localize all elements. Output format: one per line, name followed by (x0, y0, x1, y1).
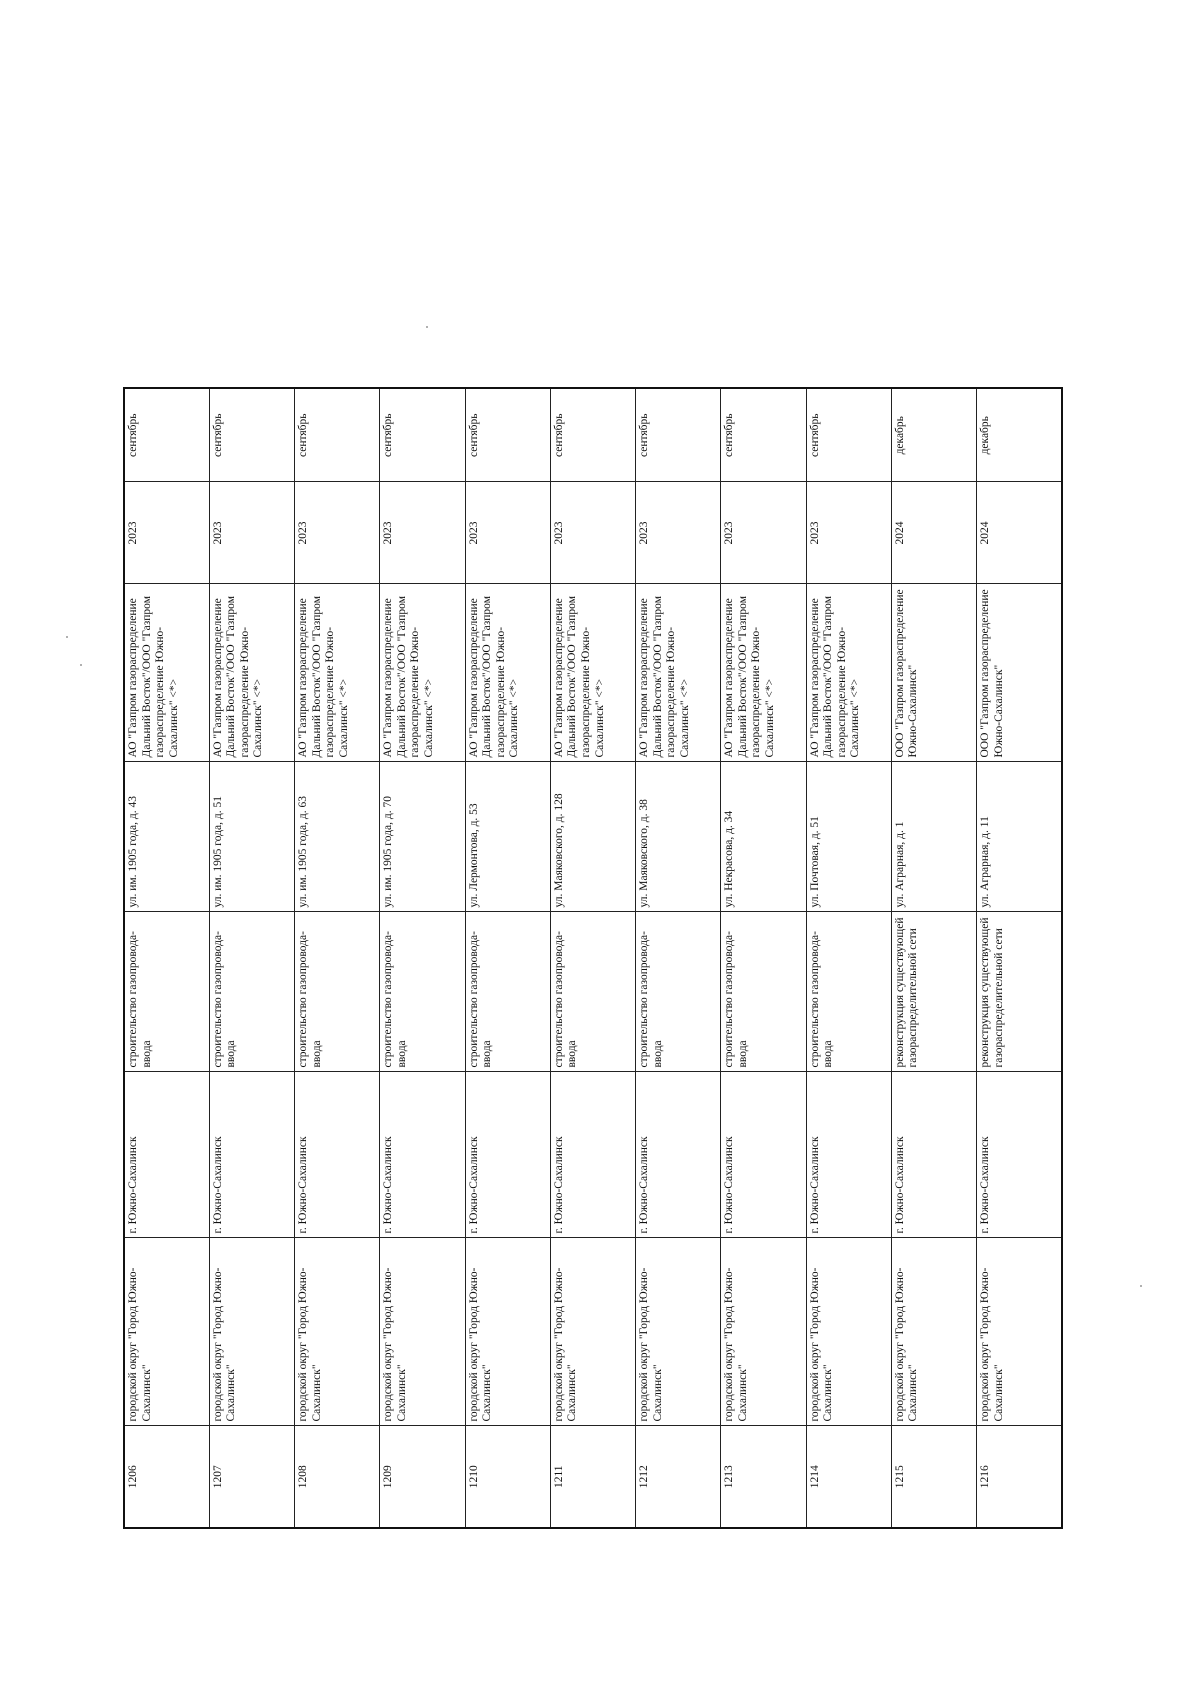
city-cell: г. Южно-Сахалинск (636, 1072, 721, 1238)
work-type-cell: реконструкция существующей газораспределительной сети (977, 912, 1062, 1072)
row-number-cell: 1206 (124, 1426, 209, 1528)
month-cell: сентябрь (550, 388, 635, 482)
table-body (124, 388, 1062, 1528)
month-cell: сентябрь (465, 388, 550, 482)
table-row (636, 388, 721, 1528)
work-type-cell: строительство газопровода-ввода (550, 912, 635, 1072)
city-cell: г. Южно-Сахалинск (977, 1072, 1062, 1238)
city-cell: г. Южно-Сахалинск (465, 1072, 550, 1238)
row-number-cell: 1208 (295, 1426, 380, 1528)
year-cell: 2023 (636, 482, 721, 584)
year-cell: 2023 (124, 482, 209, 584)
table-row (550, 388, 635, 1528)
table-row (806, 388, 891, 1528)
work-type-cell: строительство газопровода-ввода (636, 912, 721, 1072)
address-cell: ул. Аграрная, д. 11 (977, 762, 1062, 912)
district-cell: городской округ "Город Южно-Сахалинск" (806, 1238, 891, 1426)
month-cell: декабрь (977, 388, 1062, 482)
row-number-cell: 1215 (891, 1426, 976, 1528)
month-cell: сентябрь (209, 388, 294, 482)
row-number-cell: 1213 (721, 1426, 806, 1528)
work-type-cell: строительство газопровода-ввода (380, 912, 465, 1072)
city-cell: г. Южно-Сахалинск (550, 1072, 635, 1238)
address-cell: ул. им. 1905 года, д. 70 (380, 762, 465, 912)
speck (1140, 1285, 1142, 1287)
month-cell: сентябрь (721, 388, 806, 482)
month-cell: сентябрь (636, 388, 721, 482)
district-cell: городской округ "Город Южно-Сахалинск" (977, 1238, 1062, 1426)
district-cell: городской округ "Город Южно-Сахалинск" (721, 1238, 806, 1426)
city-cell: г. Южно-Сахалинск (124, 1072, 209, 1238)
city-cell: г. Южно-Сахалинск (806, 1072, 891, 1238)
speck (66, 636, 68, 638)
district-cell: городской округ "Город Южно-Сахалинск" (636, 1238, 721, 1426)
district-cell: городской округ "Город Южно-Сахалинск" (209, 1238, 294, 1426)
address-cell: ул. Некрасова, д. 34 (721, 762, 806, 912)
work-type-cell: строительство газопровода-ввода (806, 912, 891, 1072)
month-cell: сентябрь (380, 388, 465, 482)
owner-organization-cell: АО "Газпром газораспределение Дальний Восток"/ООО "Газпром газораспределение Южно-Сахалинск" <*> (295, 584, 380, 762)
gas-pipeline-registry-table (123, 387, 1063, 1529)
owner-organization-cell: АО "Газпром газораспределение Дальний Восток"/ООО "Газпром газораспределение Южно-Сахалинск" <*> (636, 584, 721, 762)
month-cell: сентябрь (806, 388, 891, 482)
address-cell: ул. Маяковского, д. 128 (550, 762, 635, 912)
work-type-cell: строительство газопровода-ввода (209, 912, 294, 1072)
row-number-cell: 1216 (977, 1426, 1062, 1528)
table-row (465, 388, 550, 1528)
work-type-cell: строительство газопровода-ввода (465, 912, 550, 1072)
month-cell: декабрь (891, 388, 976, 482)
row-number-cell: 1207 (209, 1426, 294, 1528)
table-row (891, 388, 976, 1528)
year-cell: 2023 (209, 482, 294, 584)
month-cell: сентябрь (295, 388, 380, 482)
district-cell: городской округ "Город Южно-Сахалинск" (124, 1238, 209, 1426)
year-cell: 2023 (380, 482, 465, 584)
table-row (124, 388, 209, 1528)
city-cell: г. Южно-Сахалинск (891, 1072, 976, 1238)
district-cell: городской округ "Город Южно-Сахалинск" (380, 1238, 465, 1426)
district-cell: городской округ "Город Южно-Сахалинск" (465, 1238, 550, 1426)
work-type-cell: строительство газопровода-ввода (124, 912, 209, 1072)
row-number-cell: 1211 (550, 1426, 635, 1528)
city-cell: г. Южно-Сахалинск (721, 1072, 806, 1238)
table-row (209, 388, 294, 1528)
city-cell: г. Южно-Сахалинск (209, 1072, 294, 1238)
year-cell: 2023 (806, 482, 891, 584)
district-cell: городской округ "Город Южно-Сахалинск" (295, 1238, 380, 1426)
address-cell: ул. Почтовая, д. 51 (806, 762, 891, 912)
work-type-cell: реконструкция существующей газораспределительной сети (891, 912, 976, 1072)
row-number-cell: 1212 (636, 1426, 721, 1528)
year-cell: 2024 (977, 482, 1062, 584)
owner-organization-cell: АО "Газпром газораспределение Дальний Восток"/ООО "Газпром газораспределение Южно-Сахалинск" <*> (209, 584, 294, 762)
speck (80, 664, 82, 666)
table-row (977, 388, 1062, 1528)
address-cell: ул. им. 1905 года, д. 43 (124, 762, 209, 912)
table-row (380, 388, 465, 1528)
work-type-cell: строительство газопровода-ввода (721, 912, 806, 1072)
owner-organization-cell: АО "Газпром газораспределение Дальний Восток"/ООО "Газпром газораспределение Южно-Сахалинск" <*> (550, 584, 635, 762)
address-cell: ул. им. 1905 года, д. 51 (209, 762, 294, 912)
row-number-cell: 1214 (806, 1426, 891, 1528)
speck (426, 326, 428, 328)
year-cell: 2023 (295, 482, 380, 584)
row-number-cell: 1210 (465, 1426, 550, 1528)
owner-organization-cell: АО "Газпром газораспределение Дальний Восток"/ООО "Газпром газораспределение Южно-Сахалинск" <*> (124, 584, 209, 762)
year-cell: 2024 (891, 482, 976, 584)
district-cell: городской округ "Город Южно-Сахалинск" (550, 1238, 635, 1426)
address-cell: ул. Аграрная, д. 1 (891, 762, 976, 912)
owner-organization-cell: АО "Газпром газораспределение Дальний Восток"/ООО "Газпром газораспределение Южно-Сахалинск" <*> (380, 584, 465, 762)
owner-organization-cell: ООО "Газпром газораспределение Южно-Сахалинск" (977, 584, 1062, 762)
owner-organization-cell: АО "Газпром газораспределение Дальний Восток"/ООО "Газпром газораспределение Южно-Сахалинск" <*> (806, 584, 891, 762)
month-cell: сентябрь (124, 388, 209, 482)
owner-organization-cell: ООО "Газпром газораспределение Южно-Сахалинск" (891, 584, 976, 762)
row-number-cell: 1209 (380, 1426, 465, 1528)
city-cell: г. Южно-Сахалинск (295, 1072, 380, 1238)
year-cell: 2023 (721, 482, 806, 584)
owner-organization-cell: АО "Газпром газораспределение Дальний Восток"/ООО "Газпром газораспределение Южно-Сахалинск" <*> (721, 584, 806, 762)
rotated-table-frame (123, 389, 1061, 1529)
address-cell: ул. Лермонтова, д. 53 (465, 762, 550, 912)
address-cell: ул. Маяковского, д. 38 (636, 762, 721, 912)
year-cell: 2023 (550, 482, 635, 584)
table-row (295, 388, 380, 1528)
table-row (721, 388, 806, 1528)
city-cell: г. Южно-Сахалинск (380, 1072, 465, 1238)
year-cell: 2023 (465, 482, 550, 584)
work-type-cell: строительство газопровода-ввода (295, 912, 380, 1072)
district-cell: городской округ "Город Южно-Сахалинск" (891, 1238, 976, 1426)
owner-organization-cell: АО "Газпром газораспределение Дальний Восток"/ООО "Газпром газораспределение Южно-Сахалинск" <*> (465, 584, 550, 762)
address-cell: ул. им. 1905 года, д. 63 (295, 762, 380, 912)
